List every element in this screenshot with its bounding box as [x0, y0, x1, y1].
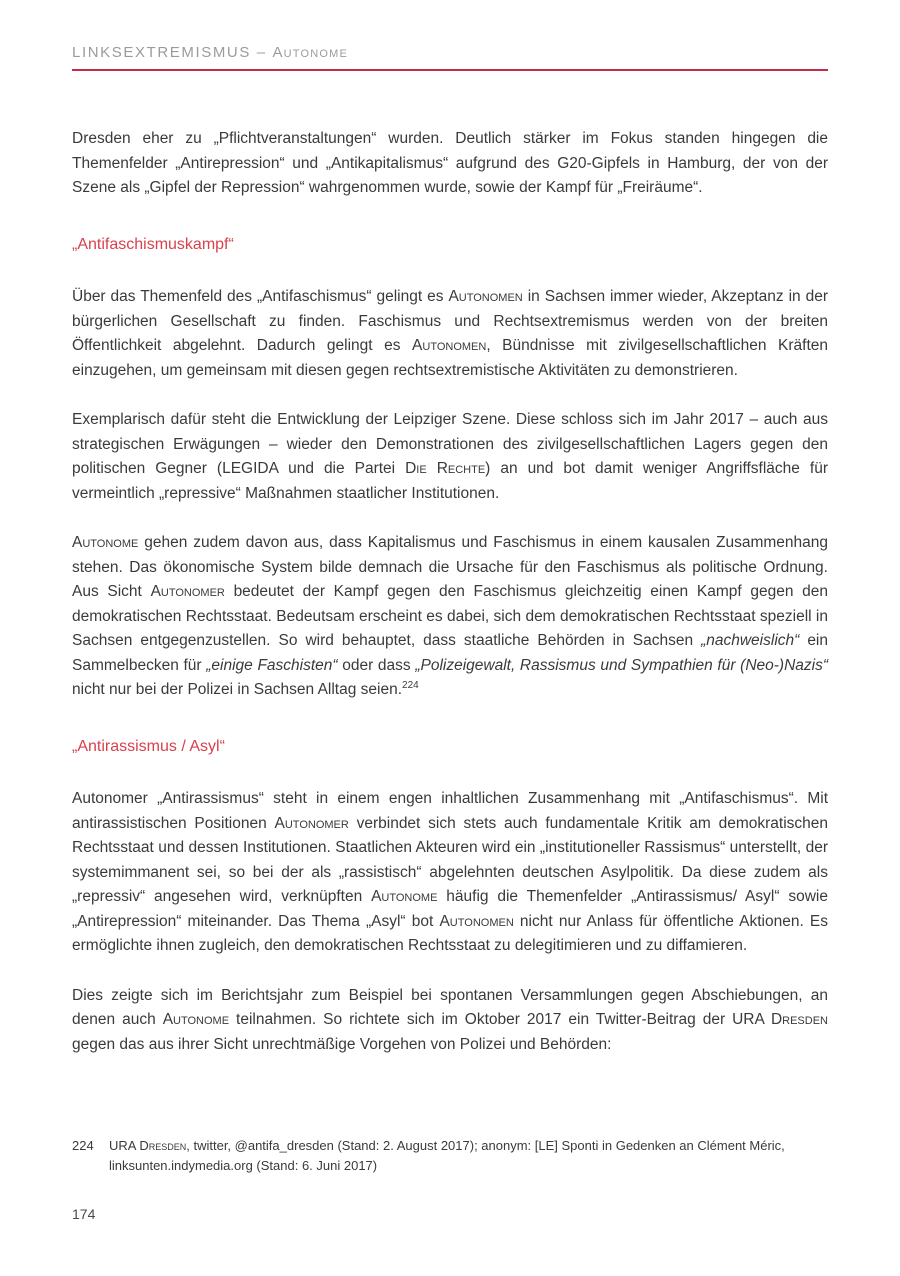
running-header-main: LINKSEXTREMISMUS –	[72, 44, 273, 61]
smallcaps-term: Autonome	[371, 888, 438, 905]
paragraph	[72, 127, 828, 201]
text-run: in Sachsen immer wieder, Akzeptanz in der bürgerlichen Gesellschaft zu finden. Faschismus und Rechtsextremismus werden von der breiten Öffentlichkeit abgelehnt. Dadurch gelingt es	[72, 288, 828, 354]
footnote-number: 224	[72, 1138, 94, 1153]
page-number: 174	[72, 1206, 96, 1222]
document-body	[72, 127, 828, 1082]
running-header	[72, 44, 828, 61]
text-run: Exemplarisch dafür steht die Entwicklung der Leipziger Szene. Diese schloss sich im Jahr 2017 – auch aus strategischen Erwägungen – wieder den Demonstrationen des zivilgesellschaftlichen Lagers gegen den politischen Gegner (LEGIDA und die Partei	[72, 411, 828, 477]
smallcaps-term: Die Rechte	[405, 460, 486, 477]
smallcaps-term: Autonome	[162, 1011, 230, 1028]
smallcaps-term: Autonomen	[448, 288, 523, 305]
text-run: ) an und bot damit weniger Angriffsfläche für vermeintlich „repressive“ Maßnahmen staatlicher Institutionen.	[72, 460, 828, 502]
text-run: „Antifaschismuskampf“	[72, 235, 234, 253]
section-heading	[72, 233, 828, 258]
smallcaps-term: Dresden	[139, 1138, 187, 1153]
footnote	[72, 1136, 828, 1175]
text-run: URA	[109, 1138, 140, 1153]
smallcaps-term: Autonomen	[412, 337, 487, 354]
text-run: , twitter, @antifa_dresden (Stand: 2. August 2017); anonym: [LE] Sponti in Gedenken an Clément Méric, linksunten.indymedia.org (Stand: 6. Juni 2017)	[109, 1138, 785, 1173]
text-run: oder dass	[337, 656, 416, 674]
smallcaps-term: Autonomer	[150, 583, 225, 600]
smallcaps-term: Autonome	[72, 534, 139, 551]
header-rule	[72, 69, 828, 71]
text-run: teilnahmen. So richtete sich im Oktober 2017 ein Twitter-Beitrag der URA	[229, 1011, 771, 1028]
footnote-ref: 224	[402, 679, 419, 691]
text-run: häufig die Themenfelder „Antirassismus/ Asyl“ sowie „Antirepression“ miteinander. Das Thema „Asyl“ bot	[72, 888, 828, 930]
text-run: Dresden eher zu „Pflichtveranstaltungen“ wurden. Deutlich stärker im Fokus standen hingegen die Themenfelder „Antirepression“ und „Antikapitalismus“ aufgrund des G20-Gipfels in Hamburg, der von der Szene als „Gipfel der Repression“ wahrgenommen wurde, sowie der Kampf für „Freiräume“.	[72, 130, 828, 196]
text-run: nicht nur bei der Polizei in Sachsen Alltag seien.	[72, 681, 403, 698]
footnote-text	[109, 1136, 828, 1175]
paragraph	[72, 285, 828, 383]
quoted-emphasis: „nachweislich“	[701, 632, 800, 649]
smallcaps-term: Dresden	[770, 1011, 828, 1028]
section-heading	[72, 735, 828, 760]
text-run: gegen das aus ihrer Sicht unrechtmäßige Vorgehen von Polizei und Behörden:	[72, 1035, 612, 1053]
text-run: nicht nur Anlass für öffentliche Aktionen. Es ermöglichte ihnen zugleich, den demokratischen Rechtsstaat zu delegitimieren und zu diffamieren.	[72, 912, 829, 954]
text-run: „Antirassismus / Asyl“	[72, 737, 225, 755]
smallcaps-term: Autonomen	[439, 912, 514, 930]
text-run: verbindet sich stets auch fundamentale Kritik am demokratischen Rechtsstaat und dessen Institutionen. Staatlichen Akteuren wird ein „institutioneller Rassismus“ unterstellt, der systemimmanent sei, so bei der als „rassistisch“ abgelehnten deutschen Asylpolitik. Da diese zudem als „repressiv“ angesehen wird, verknüpften	[72, 814, 828, 905]
text-run: gehen zudem davon aus, dass Kapitalismus und Faschismus in einem kausalen Zusammenhang stehen. Das ökonomische System bilde demnach die Ursache für den Faschismus als politische Ordnung. Aus Sicht	[72, 534, 828, 600]
text-run: bedeutet der Kampf gegen den Faschismus gleichzeitig einen Kampf gegen den demokratischen Rechtsstaat. Bedeutsam erscheint es dabei, sich dem demokratischen Rechtsstaat speziell in Sachsen entgegenzustellen. So wird behauptet, dass staatliche Behörden in Sachsen	[72, 583, 829, 649]
text-run: Autonomer „Antirassismus“ steht in einem engen inhaltlichen Zusammenhang mit „Antifaschismus“. Mit antirassistischen Positionen	[72, 790, 828, 832]
smallcaps-term: Autonomer	[274, 814, 349, 832]
paragraph	[72, 787, 828, 959]
quoted-emphasis: „Polizeigewalt, Rassismus und Sympathien für (Neo-)Nazis“	[415, 656, 829, 674]
running-header-sub: Autonome	[272, 44, 349, 61]
text-run: ein Sammelbecken für	[72, 632, 828, 674]
text-run: , Bündnisse mit zivilgesellschaftlichen Kräften einzugehen, um gemeinsam mit diesen gegen rechtsextremistische Aktivitäten zu demonstrieren.	[72, 337, 828, 379]
quoted-emphasis: „einige Faschisten“	[206, 656, 338, 674]
paragraph	[72, 984, 828, 1058]
paragraph	[72, 408, 828, 506]
paragraph	[72, 531, 828, 703]
text-run: Dies zeigte sich im Berichtsjahr zum Beispiel bei spontanen Versammlungen gegen Abschiebungen, an denen auch	[72, 986, 828, 1028]
text-run: Über das Themenfeld des „Antifaschismus“ gelingt es	[72, 288, 449, 305]
